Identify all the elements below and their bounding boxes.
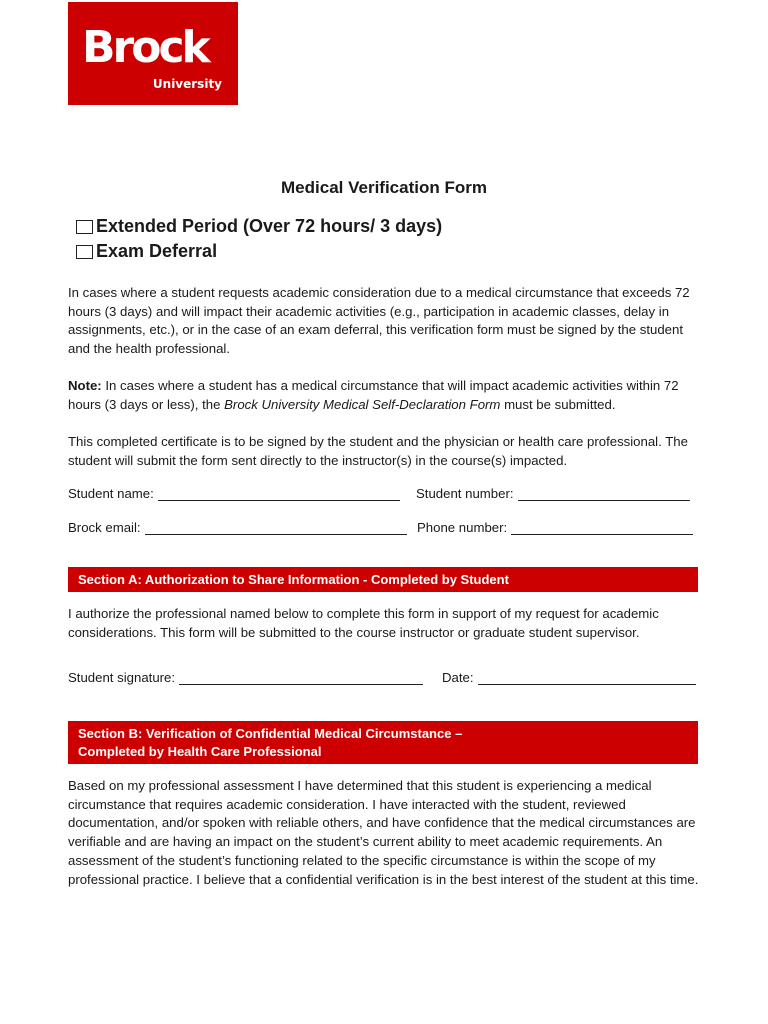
student-signature-field: [68, 670, 423, 685]
section-b-paragraph: Based on my professional assessment I have determined that this student is experiencing a medical circumstance that requires academic consideration. I have interacted with the student, reviewed documentation, and/or spoken with reliable others, and have confidence that the medical circumstances are verifiable and are having an impact on the student’s current ability to meet academic requirements. An assessment of the student’s functioning related to the specific circumstance is within the scope of my professional practice. I believe that a confidential verification is in the best interest of the student at this time.: [68, 778, 699, 887]
student-number-input-line[interactable]: [518, 487, 690, 501]
form-title: Medical Verification Form: [281, 178, 487, 197]
exam-deferral-label: Exam Deferral: [96, 241, 218, 261]
certificate-paragraph: This completed certificate is to be signed by the student and the physician or health care professional. The student will submit the form sent directly to the instructor(s) in the course(s) impacted.: [68, 434, 688, 468]
logo-subtitle-text: University: [152, 77, 222, 91]
note-text-before: In cases where a student has a medical circumstance that will impact academic activities within 72 hours (3 days or less), the: [68, 378, 679, 412]
student-number-label: Student number:: [416, 486, 514, 501]
brock-university-logo: [68, 2, 238, 105]
section-b-title-line1: Section B: Verification of Confidential Medical Circumstance –: [78, 726, 463, 741]
section-b-title-line2: Completed by Health Care Professional: [78, 744, 322, 759]
option-exam-deferral[interactable]: [76, 241, 217, 262]
student-signature-label: Student signature:: [68, 670, 176, 685]
phone-number-input-line[interactable]: [511, 521, 693, 535]
section-b-header: [68, 721, 698, 764]
section-a-paragraph: I authorize the professional named below to complete this form in support of my request for academic considerations. This form will be submitted to the course instructor or graduate student supervisor.: [68, 606, 659, 640]
date-field: [442, 670, 696, 685]
intro-paragraph: In cases where a student requests academic consideration due to a medical circumstance that exceeds 72 hours (3 days) and will impact their academic activities (e.g., participation in academic classes, delay in assignments, etc.), or in the case of an exam deferral, this verification form must be signed by the student and the health professional.: [68, 285, 690, 357]
student-number-field: [416, 486, 690, 501]
brock-email-input-line[interactable]: [145, 521, 407, 535]
extended-period-label: Extended Period (Over 72 hours/ 3 days): [96, 216, 443, 236]
exam-deferral-checkbox[interactable]: [76, 245, 93, 259]
brock-email-field: [68, 520, 407, 535]
date-input-line[interactable]: [478, 671, 696, 685]
note-text-after: must be submitted.: [500, 396, 616, 412]
note-paragraph: [68, 377, 708, 414]
student-signature-input-line[interactable]: [179, 671, 423, 685]
student-name-input-line[interactable]: [158, 487, 400, 501]
section-a-header: Section A: Authorization to Share Information - Completed by Student: [68, 567, 698, 592]
phone-number-field: [417, 520, 693, 535]
note-label: Note:: [68, 378, 102, 393]
student-name-field: [68, 486, 400, 501]
option-extended-period[interactable]: [76, 216, 442, 237]
extended-period-checkbox[interactable]: [76, 220, 93, 234]
date-label: Date:: [442, 670, 474, 685]
brock-email-label: Brock email:: [68, 520, 141, 535]
logo-brand-text: Brock: [82, 22, 208, 73]
student-name-label: Student name:: [68, 486, 154, 501]
phone-number-label: Phone number:: [417, 520, 508, 535]
self-declaration-form-name: Brock University Medical Self-Declaration Form: [224, 396, 501, 412]
